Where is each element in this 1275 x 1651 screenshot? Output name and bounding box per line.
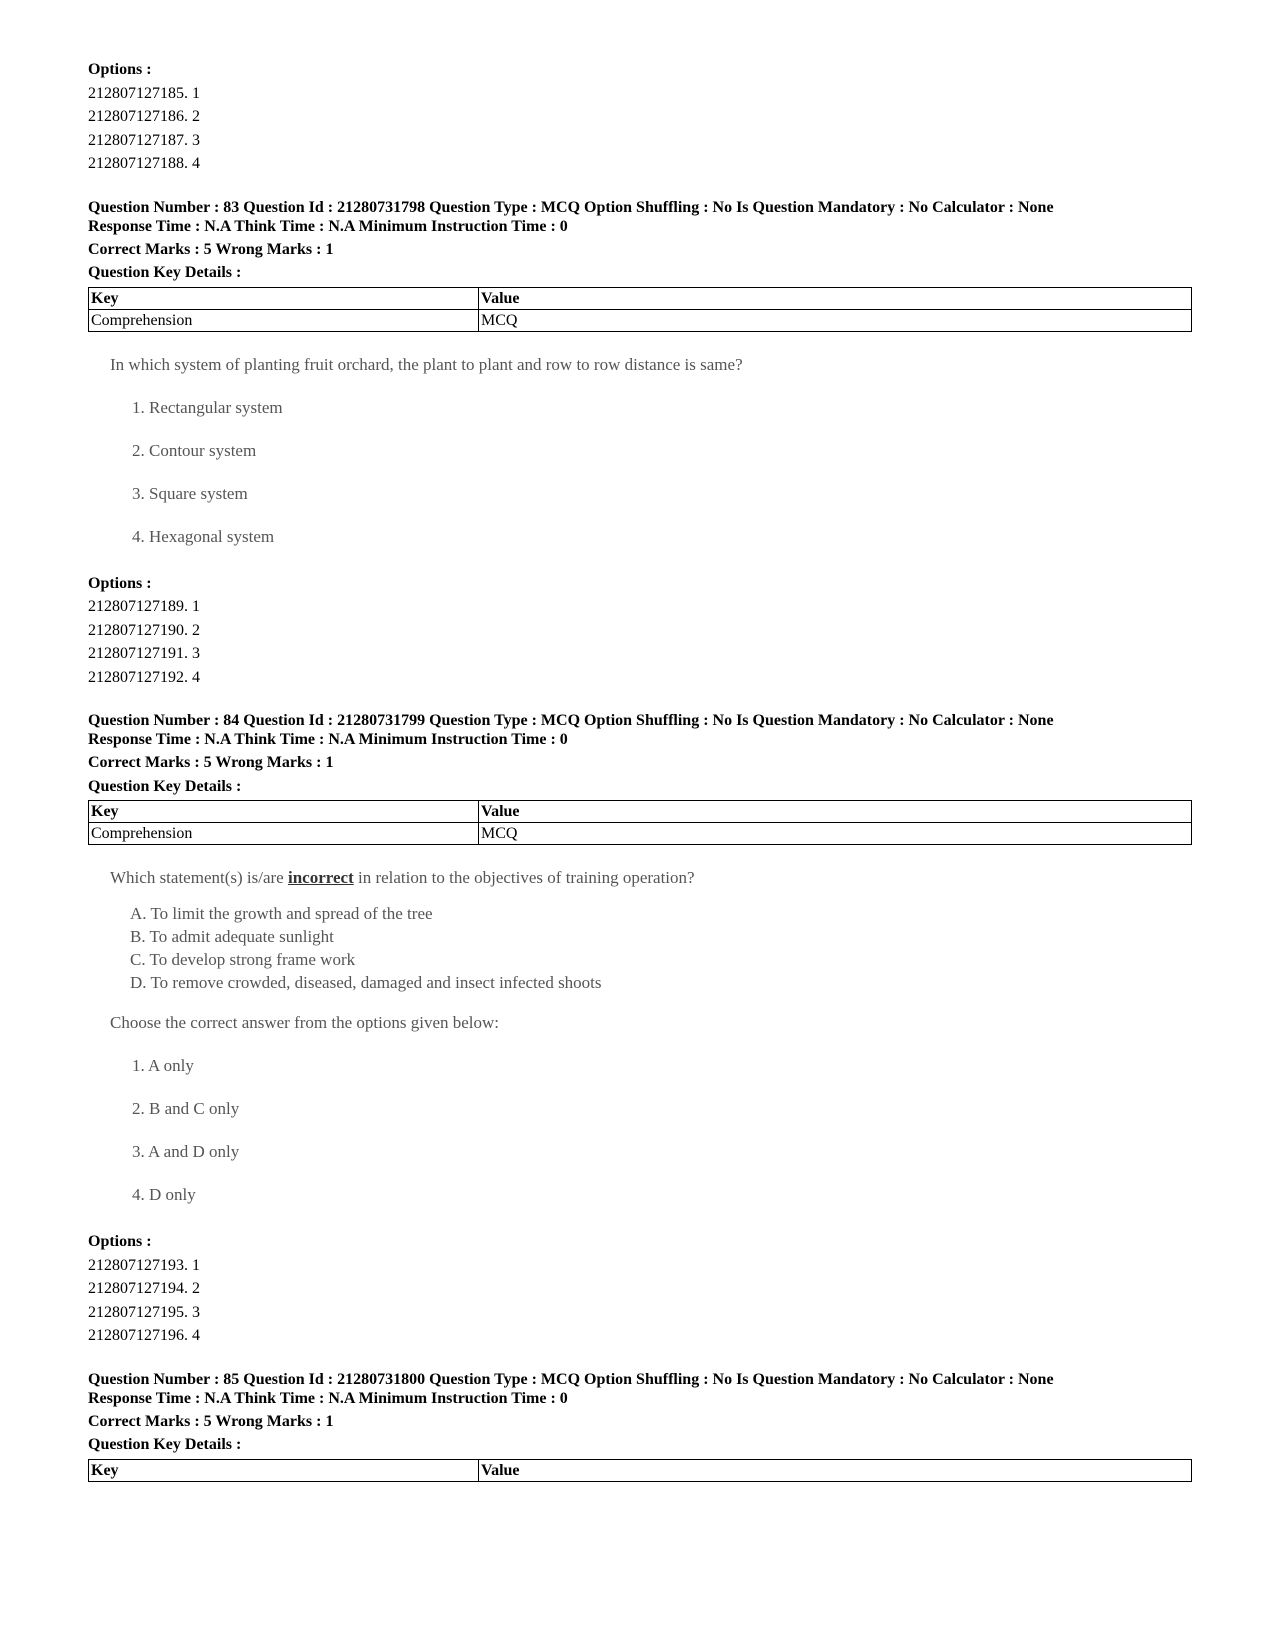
- key-details-table: [88, 1459, 1192, 1482]
- table-header-value: Value: [479, 801, 1192, 823]
- question-image: [88, 356, 1192, 545]
- question-header: Question Number : 84 Question Id : 21280731799 Question Type : MCQ Option Shuffling : No Is Question Mandatory : No Calculator : None: [88, 712, 1054, 729]
- table-header-key: Key: [89, 287, 479, 309]
- question-image: [88, 869, 1192, 1203]
- prev-options-block: [88, 58, 1192, 176]
- choice: 2. Contour system: [132, 440, 257, 460]
- choice: 1. A only: [132, 1056, 194, 1075]
- options-block: [88, 1230, 1192, 1348]
- question-header: Question Number : 83 Question Id : 21280731798 Question Type : MCQ Option Shuffling : No Is Question Mandatory : No Calculator : None: [88, 198, 1054, 216]
- table-cell-value: MCQ: [479, 309, 1192, 331]
- table-cell-value: MCQ: [479, 823, 1192, 845]
- option-line: 212807127187. 3: [88, 131, 200, 149]
- question-marks: Correct Marks : 5 Wrong Marks : 1: [88, 240, 334, 258]
- statement: B. To admit adequate sunlight: [130, 927, 334, 946]
- statement: C. To develop strong frame work: [130, 950, 356, 969]
- option-line: 212807127196. 4: [88, 1327, 200, 1344]
- key-details-label: Question Key Details :: [88, 777, 242, 795]
- question-stem: In which system of planting fruit orchard, the plant to plant and row to row distance is same?: [110, 354, 743, 374]
- option-line: 212807127190. 2: [88, 621, 200, 639]
- table-cell-key: Comprehension: [89, 309, 479, 331]
- option-line: 212807127194. 2: [88, 1280, 200, 1297]
- choice: 3. A and D only: [132, 1142, 240, 1161]
- table-header-value: Value: [479, 287, 1192, 309]
- choice: 1. Rectangular system: [132, 397, 283, 417]
- statement-list: [88, 902, 1192, 994]
- stem-pre: Which statement(s) is/are: [110, 868, 284, 887]
- table-header-key: Key: [89, 1459, 479, 1481]
- choice: 4. D only: [132, 1185, 196, 1204]
- choice: 4. Hexagonal system: [132, 526, 275, 546]
- question-84: [88, 711, 1192, 1348]
- question-timing: Response Time : N.A Think Time : N.A Minimum Instruction Time : 0: [88, 217, 568, 235]
- options-label: Options :: [88, 574, 152, 592]
- document-page: [88, 58, 1192, 1482]
- table-cell-key: Comprehension: [89, 823, 479, 845]
- key-details-table: [88, 287, 1192, 332]
- question-header: Question Number : 85 Question Id : 21280731800 Question Type : MCQ Option Shuffling : No Is Question Mandatory : No Calculator : None: [88, 1370, 1054, 1388]
- answer-instruction: Choose the correct answer from the options given below:: [110, 1013, 500, 1032]
- option-line: 212807127185. 1: [88, 84, 200, 102]
- question-timing: Response Time : N.A Think Time : N.A Minimum Instruction Time : 0: [88, 731, 568, 748]
- option-line: 212807127192. 4: [88, 668, 200, 686]
- options-label: Options :: [88, 61, 152, 78]
- options-block: [88, 572, 1192, 690]
- statement: D. To remove crowded, diseased, damaged and insect infected shoots: [130, 973, 602, 992]
- question-marks: Correct Marks : 5 Wrong Marks : 1: [88, 754, 334, 771]
- key-details-label: Question Key Details :: [88, 1436, 242, 1453]
- option-line: 212807127191. 3: [88, 645, 200, 662]
- choice: 3. Square system: [132, 483, 248, 503]
- key-details-label: Question Key Details :: [88, 264, 242, 281]
- table-header-key: Key: [89, 801, 479, 823]
- stem-emphasis: incorrect: [287, 868, 354, 887]
- choice: 2. B and C only: [132, 1099, 240, 1118]
- question-85: [88, 1370, 1192, 1482]
- stem-post: in relation to the objectives of training operation?: [357, 868, 695, 887]
- statement: A. To limit the growth and spread of the tree: [130, 904, 433, 923]
- option-line: 212807127186. 2: [88, 108, 200, 125]
- option-line: 212807127193. 1: [88, 1256, 200, 1274]
- options-label: Options :: [88, 1233, 152, 1250]
- question-83: [88, 198, 1192, 690]
- option-line: 212807127195. 3: [88, 1303, 200, 1321]
- key-details-table: [88, 800, 1192, 845]
- table-header-value: Value: [479, 1459, 1192, 1481]
- question-marks: Correct Marks : 5 Wrong Marks : 1: [88, 1412, 334, 1430]
- question-timing: Response Time : N.A Think Time : N.A Minimum Instruction Time : 0: [88, 1389, 568, 1407]
- option-line: 212807127188. 4: [88, 155, 200, 172]
- question-stem: [110, 869, 1192, 886]
- option-line: 212807127189. 1: [88, 598, 200, 615]
